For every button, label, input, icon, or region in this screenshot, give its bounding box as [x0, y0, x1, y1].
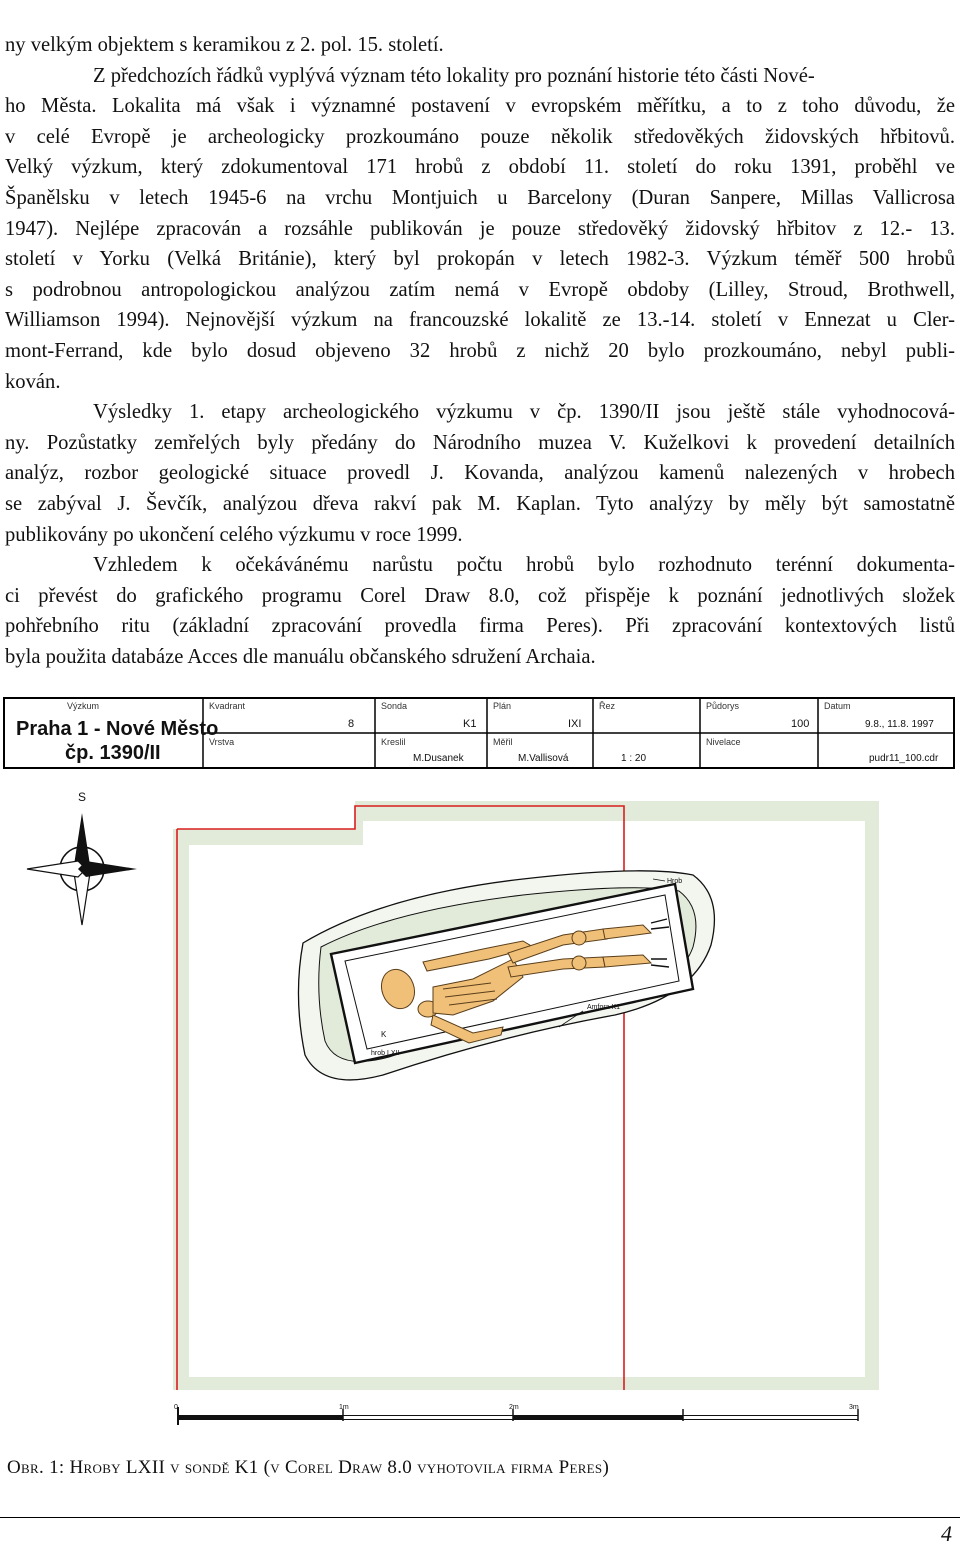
header-cell-value: M.Vallisová: [518, 753, 569, 764]
text-line: ci převést do grafického programu Corel Draw 8.0, což přispěje k poznání jednotlivých složek: [5, 584, 955, 607]
text-line: se zabýval J. Ševčík, analýzou dřeva rakví pak M. Kaplan. Tyto analýzy by měly být samostatně: [5, 492, 955, 515]
text-line: století v Yorku (Velká Británie), který byl prokopán v letech 1982-3. Výzkum téměř 500 hrobů: [5, 248, 955, 271]
header-cell-value: M.Dusanek: [413, 753, 464, 764]
text-line: mont-Ferrand, kde bylo dosud objeveno 32 hrobů z nichž 20 bylo prozkoumáno, nebyl publi-: [5, 339, 955, 362]
text-line: s podrobnou antropologickou analýzou zatím nemá v Evropě obdoby (Lilley, Stroud, Brothwell,: [5, 278, 955, 301]
footer-rule: [0, 1517, 960, 1518]
site-house-number: čp. 1390/II: [65, 742, 161, 764]
text-line: ny. Pozůstatky zemřelých byly předány do Národního muzea V. Kuželkovi k provedení detailních: [5, 431, 955, 454]
text-line: Vzhledem k očekávánému narůstu počtu hrobů bylo rozhodnuto terénní dokumenta-: [93, 554, 955, 577]
text-line: pohřebního ritu (základní zpracování provedla firma Peres). Při zpracování kontextových listů: [5, 615, 955, 638]
header-cell-label: Půdorys: [706, 701, 740, 711]
header-cell-label: Kvadrant: [209, 701, 246, 711]
site-label: Výzkum: [67, 701, 100, 711]
drawing-label: Amfora K1: [587, 1004, 621, 1011]
text-line: ho Města. Lokalita má však i významné postavení v evropském měřítku, a to z toho důvodu, že: [5, 95, 955, 118]
header-cell-value: K1: [463, 718, 477, 730]
figure-caption: [7, 1457, 609, 1479]
north-label: S: [78, 790, 87, 804]
caption-prefix: Obr. 1:: [7, 1457, 65, 1478]
text-line: kován.: [5, 370, 61, 393]
header-cell-value: 8: [348, 718, 355, 730]
header-cell-label: Nivelace: [706, 737, 741, 747]
header-cell-label: Sonda: [381, 701, 408, 711]
text-line: Z předchozích řádků vyplývá význam této lokality pro poznání historie této části Nové-: [93, 64, 815, 87]
text-line: Williamson 1994). Nejnovější výzkum na francouzské lokalitě ze 13.-14. století v Ennezat u Cler-: [5, 309, 955, 332]
drawing-label: K: [381, 1030, 387, 1039]
drawing-label: Hrob: [667, 878, 683, 885]
text-line: 1947). Nejlépe zpracován a rozsáhle publikován je pouze středověký židovský hřbitov z 12.- 13.: [5, 217, 955, 240]
header-cell-value: 9.8., 11.8. 1997: [865, 719, 934, 730]
drawing-label: hrob LXII: [371, 1050, 400, 1057]
text-line: Velký výzkum, který zdokumentoval 171 hrobů z období 11. století do roku 1391, proběhl ve: [5, 156, 955, 179]
site-name: Praha 1 - Nové Město: [16, 718, 219, 740]
header-cell-label: Měřil: [493, 737, 513, 747]
scale-tick-label: 2m: [509, 1404, 519, 1411]
header-cell-value: IXI: [568, 718, 582, 730]
header-cell-value: 100: [791, 718, 810, 730]
text-line: publikovány po ukončení celého výzkumu v roce 1999.: [5, 523, 463, 546]
text-line: v celé Evropě je archeologicky prozkoumáno pouze několik středověkých židovských hřbitovů.: [5, 125, 955, 148]
text-line: byla použita databáze Acces dle manuálu občanského sdružení Archaia.: [5, 645, 596, 668]
text-line: ny velkým objektem s keramikou z 2. pol. 15. století.: [5, 34, 444, 56]
body-text: [5, 30, 955, 672]
scale-bar: [174, 1404, 859, 1425]
caption-text: Hroby LXII v sondě K1 (v Corel Draw 8.0 vyhotovila firma Peres): [69, 1457, 610, 1478]
header-cell-label: Vrstva: [209, 737, 235, 747]
text-line: analýz, rozbor geologické situace provedl J. Kovanda, analýzou kamenů nalezených v hrobech: [5, 462, 955, 485]
north-arrow-icon: [27, 790, 137, 925]
grave-drawing-figure: [3, 697, 955, 1427]
header-cell-label: Datum: [824, 701, 851, 711]
header-cell-label: Plán: [493, 701, 512, 711]
header-cell-value: pudr11_100.cdr: [869, 753, 939, 764]
header-cell-label: Kreslil: [381, 737, 406, 747]
page-number: 4: [941, 1521, 952, 1546]
scale-tick-label: 0: [174, 1404, 178, 1411]
drawing-header-table: [4, 698, 954, 768]
scale-tick-label: 1m: [339, 1404, 349, 1411]
header-cell-value: 1 : 20: [621, 753, 647, 764]
text-line: Španělsku v letech 1945-6 na vrchu Montjuich u Barcelony (Duran Sanpere, Millas Vallicrosa: [5, 186, 955, 209]
text-line: Výsledky 1. etapy archeologického výzkumu v čp. 1390/II jsou ještě stále vyhodnocová-: [93, 401, 955, 424]
header-cell-label: Řez: [599, 701, 616, 711]
scale-tick-label: 3m: [849, 1404, 859, 1411]
